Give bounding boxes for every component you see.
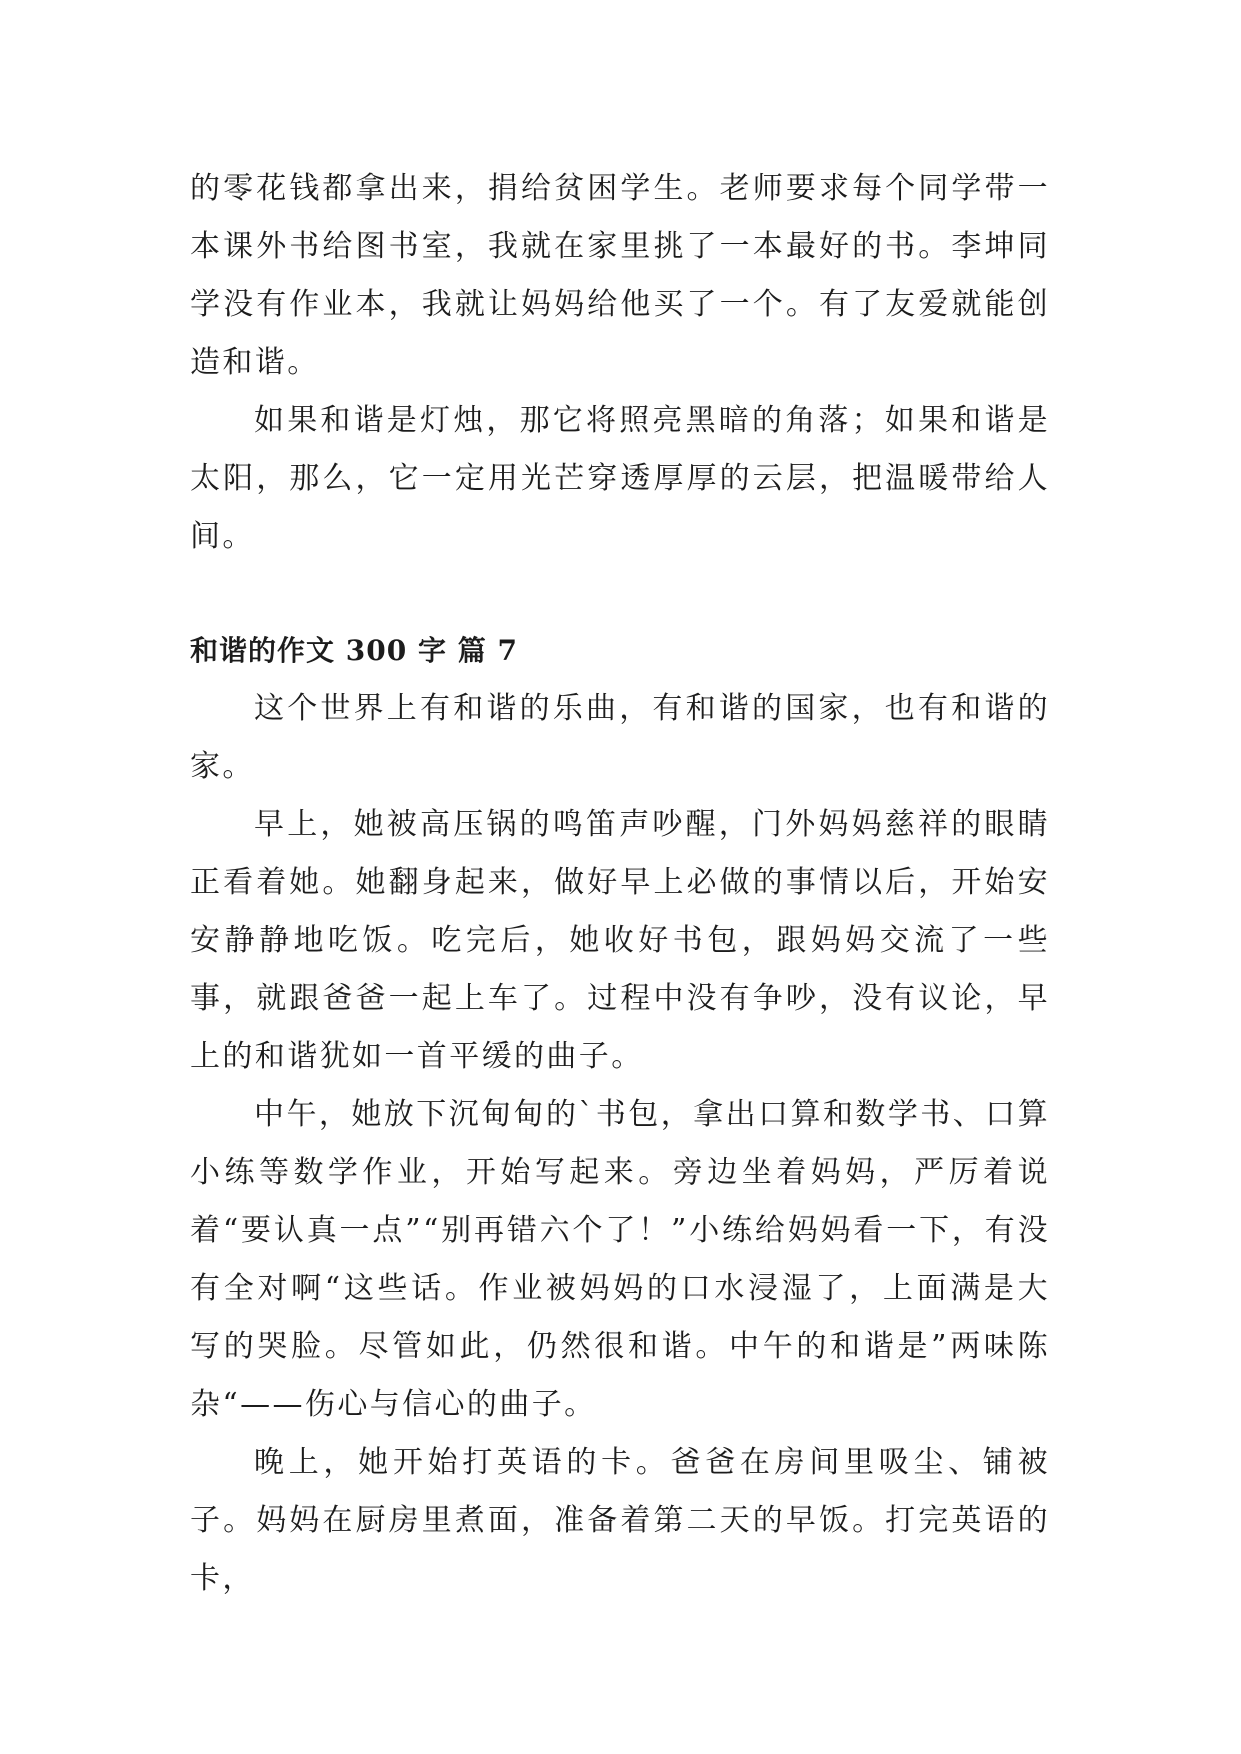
paragraph: 早上，她被高压锅的鸣笛声吵醒，门外妈妈慈祥的眼睛正看着她。她翻身起来，做好早上必做的事情以后，开始安安静静地吃饭。吃完后，她收好书包，跟妈妈交流了一些事，就跟爸爸一起上车了。过程中没有争吵，没有议论，早上的和谐犹如一首平缓的曲子。: [190, 807, 1050, 1074]
section-spacer: [190, 566, 1050, 622]
paragraph: 中午，她放下沉甸甸的`书包，拿出口算和数学书、口算小练等数学作业，开始写起来。旁边坐着妈妈，严厉着说着“要认真一点”“别再错六个了！”小练给妈妈看一下，有没有全对啊“这些话。作业被妈妈的口水浸湿了，上面满是大写的哭脸。尽管如此，仍然很和谐。中午的和谐是”两味陈杂“——伤心与信心的曲子。: [190, 1097, 1050, 1422]
essay-7-body: [190, 680, 1050, 1608]
paragraph-closing: 如果和谐是灯烛，那它将照亮黑暗的角落；如果和谐是太阳，那么，它一定用光芒穿透厚厚的云层，把温暖带给人间。: [190, 403, 1050, 554]
paragraph: 这个世界上有和谐的乐曲，有和谐的国家，也有和谐的家。: [190, 691, 1050, 784]
essay-6-ending: [190, 160, 1050, 566]
document-page: [190, 160, 1050, 1608]
section-heading: 和谐的作文 300 字 篇 7: [190, 634, 518, 667]
paragraph-continuation: 的零花钱都拿出来，捐给贫困学生。老师要求每个同学带一本课外书给图书室，我就在家里挑了一本最好的书。李坤同学没有作业本，我就让妈妈给他买了一个。有了友爱就能创造和谐。: [190, 171, 1050, 380]
paragraph: 晚上，她开始打英语的卡。爸爸在房间里吸尘、铺被子。妈妈在厨房里煮面，准备着第二天的早饭。打完英语的卡，: [190, 1445, 1050, 1596]
